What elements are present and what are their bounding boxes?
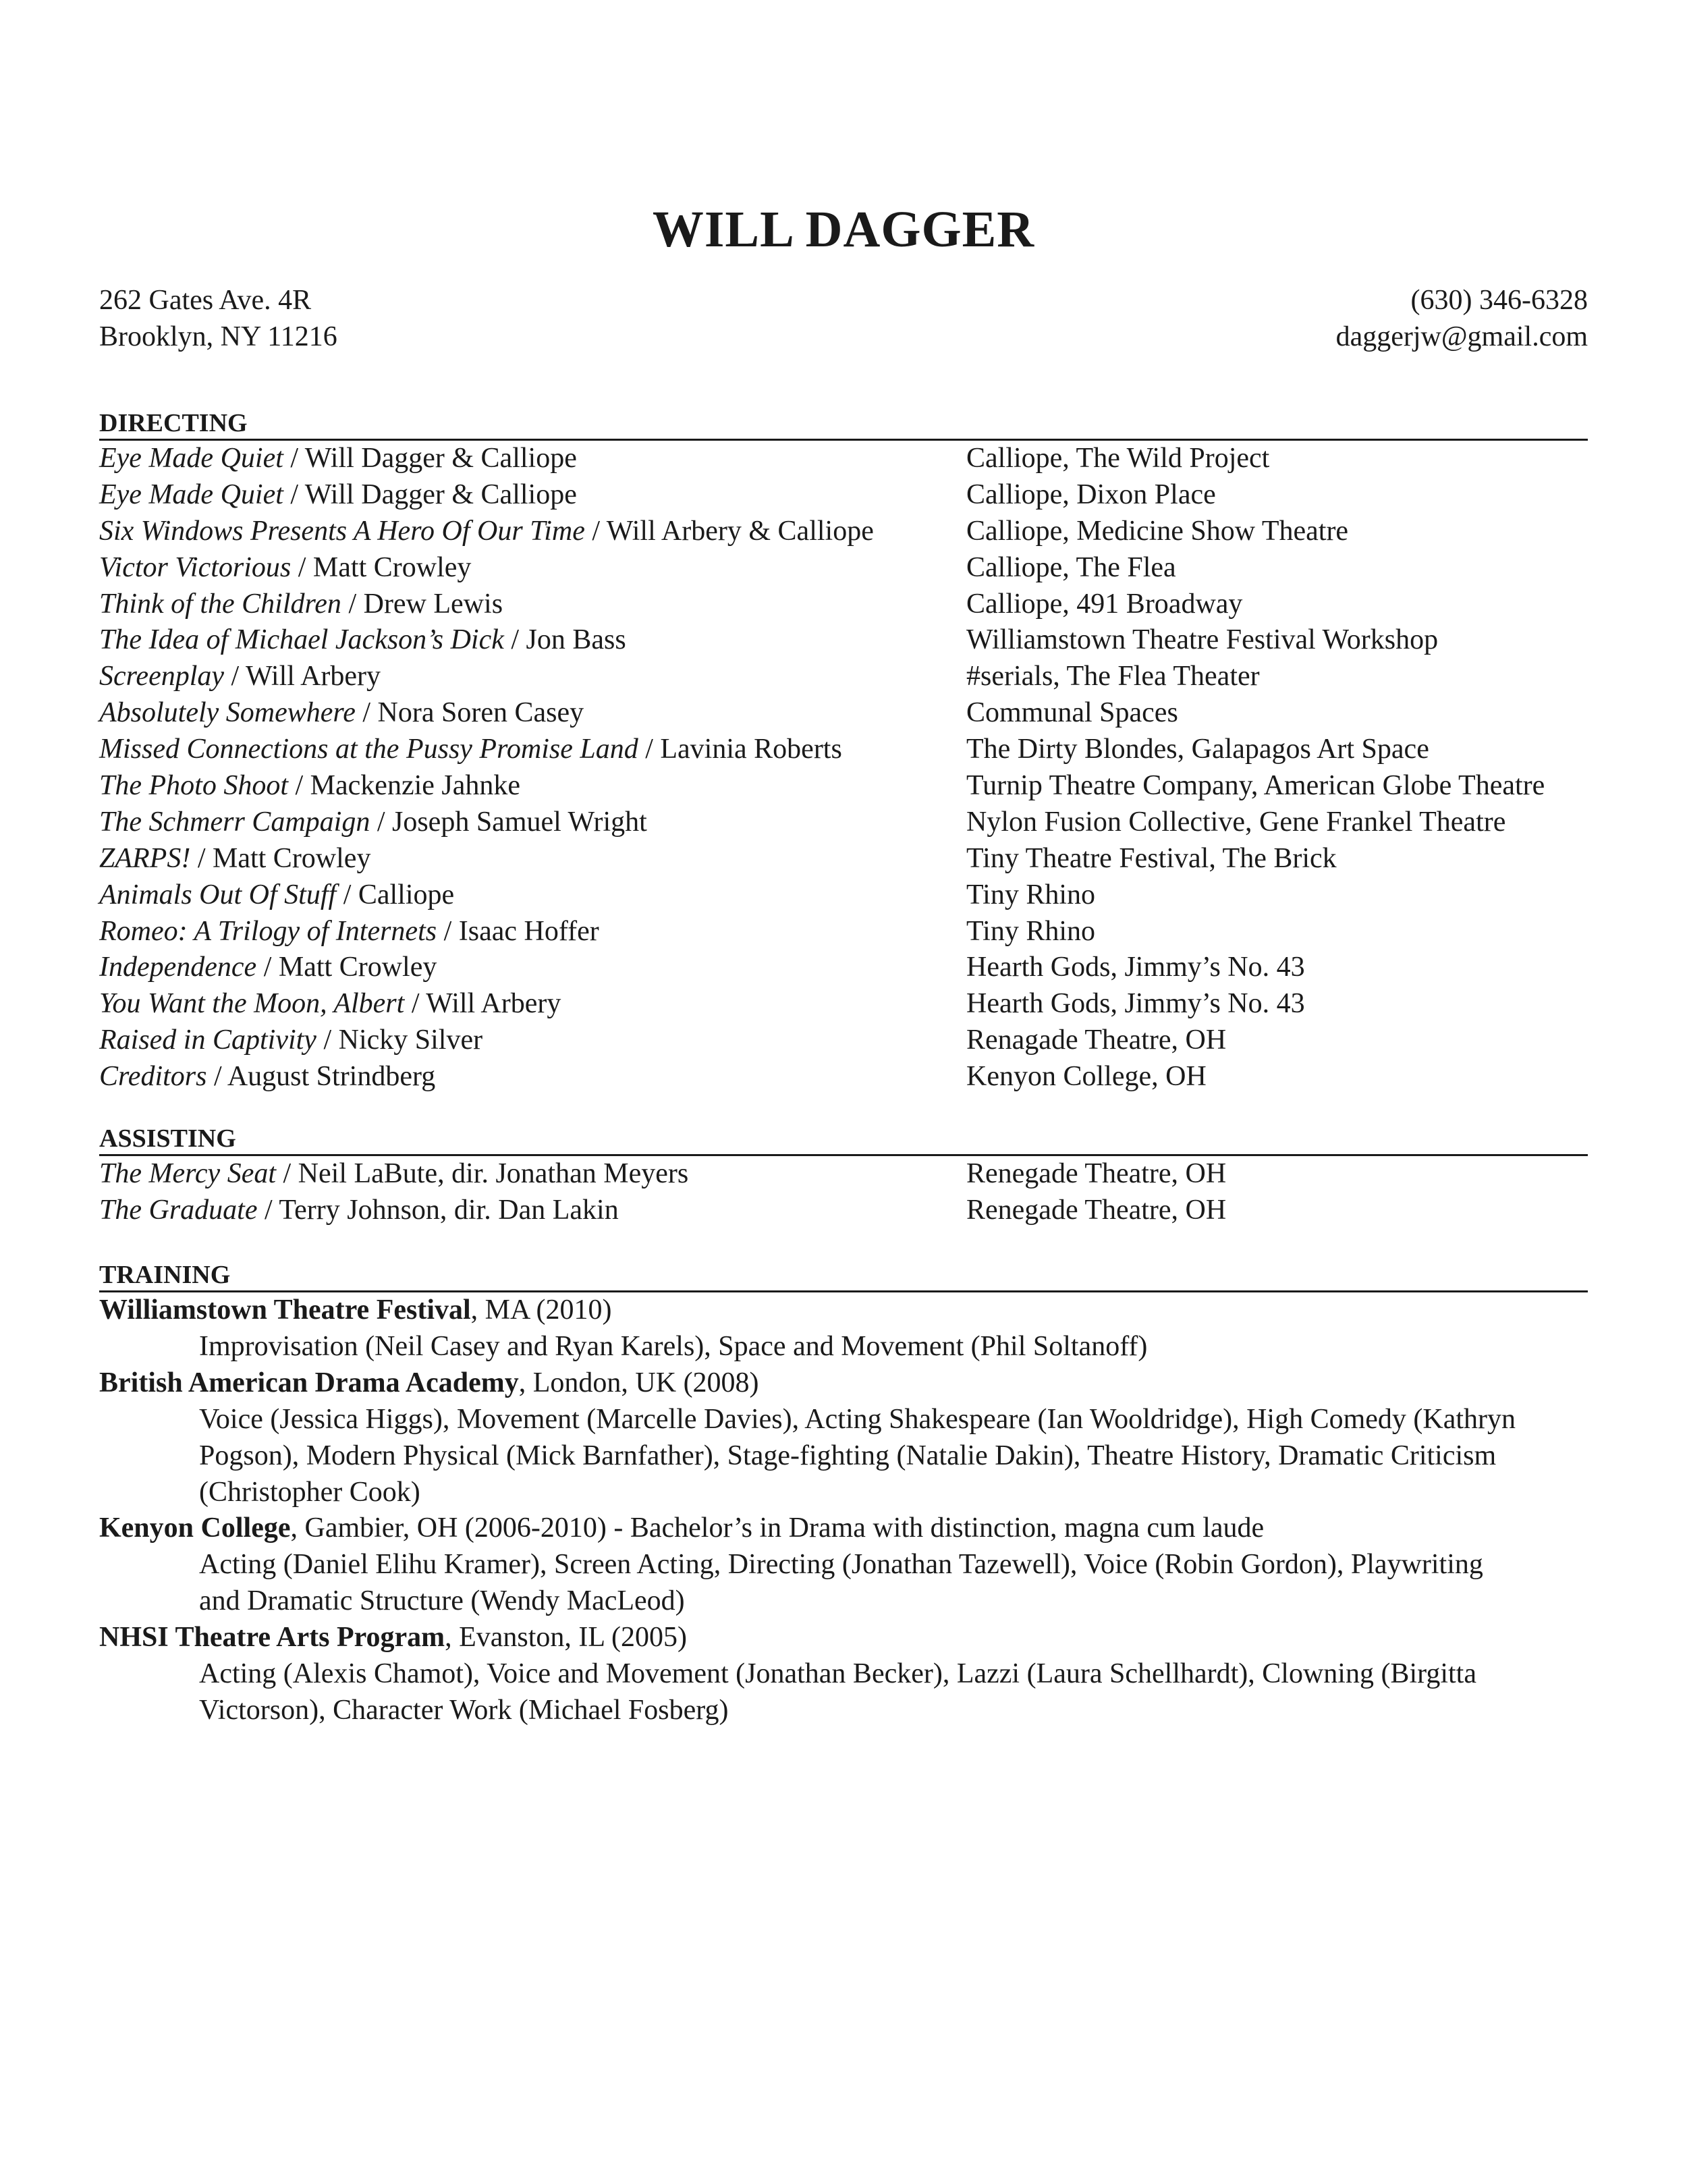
training-detail-line: Voice (Jessica Higgs), Movement (Marcelle Davies), Acting Shakespeare (Ian Wooldridge), High Comedy (Kathryn xyxy=(199,1403,1516,1435)
production-author: / Will Arbery xyxy=(224,661,381,692)
credit-row xyxy=(99,1059,1588,1095)
production-title: The Mercy Seat xyxy=(99,1158,277,1189)
production-credit xyxy=(99,1193,619,1229)
training-detail-line: and Dramatic Structure (Wendy MacLeod) xyxy=(199,1585,685,1617)
production-author: / Will Dagger & Calliope xyxy=(283,443,577,474)
production-author: / Lavinia Roberts xyxy=(638,734,842,765)
address-block xyxy=(99,282,337,355)
training-info: , Gambier, OH (2006-2010) - Bachelor’s in Drama with distinction, magna cum laude xyxy=(290,1512,1265,1544)
training-info: , Evanston, IL (2005) xyxy=(445,1622,687,1654)
production-title: Eye Made Quiet xyxy=(99,443,283,474)
training-info: , London, UK (2008) xyxy=(518,1367,759,1398)
production-venue: Renagade Theatre, OH xyxy=(966,1025,1227,1056)
production-credit xyxy=(99,1156,688,1193)
production-author: / Will Arbery xyxy=(404,988,561,1020)
production-credit xyxy=(99,477,577,514)
assisting-list xyxy=(99,1156,1588,1229)
credit-row xyxy=(99,877,1588,914)
production-title: Animals Out Of Stuff xyxy=(99,879,337,910)
production-title: The Graduate xyxy=(99,1194,258,1226)
credit-row xyxy=(99,1193,1588,1229)
production-credit xyxy=(99,550,471,586)
phone-email-block xyxy=(1336,282,1588,355)
production-author: / Matt Crowley xyxy=(291,551,472,583)
production-venue: Tiny Rhino xyxy=(966,915,1096,947)
production-author: / Isaac Hoffer xyxy=(437,915,599,947)
production-credit xyxy=(99,768,520,804)
credit-row xyxy=(99,622,1588,659)
production-venue: Hearth Gods, Jimmy’s No. 43 xyxy=(966,952,1305,983)
training-entry xyxy=(99,1292,1588,1365)
production-credit xyxy=(99,514,874,550)
training-school: British American Drama Academy xyxy=(99,1367,519,1398)
production-title: The Idea of Michael Jackson’s Dick xyxy=(99,624,504,656)
credit-row xyxy=(99,477,1588,514)
production-author: / August Strindberg xyxy=(206,1061,436,1093)
credit-row xyxy=(99,986,1588,1022)
production-credit xyxy=(99,659,381,695)
production-author: / Drew Lewis xyxy=(341,588,503,620)
production-title: Screenplay xyxy=(99,661,225,692)
production-venue: Nylon Fusion Collective, Gene Frankel Theatre xyxy=(966,806,1506,838)
production-venue: Turnip Theatre Company, American Globe Theatre xyxy=(966,770,1545,802)
production-venue: The Dirty Blondes, Galapagos Art Space xyxy=(966,734,1429,765)
production-credit xyxy=(99,804,647,841)
production-author: / Terry Johnson, dir. Dan Lakin xyxy=(257,1194,619,1226)
production-credit xyxy=(99,1022,482,1059)
production-credit xyxy=(99,1059,435,1095)
production-venue: Renegade Theatre, OH xyxy=(966,1158,1227,1189)
production-title: ZARPS! xyxy=(99,842,191,874)
credit-row xyxy=(99,586,1588,623)
section-title-directing: DIRECTING xyxy=(99,408,1588,441)
production-credit xyxy=(99,841,370,877)
credit-row xyxy=(99,804,1588,841)
phone-number: (630) 346-6328 xyxy=(1410,285,1588,316)
production-title: You Want the Moon, Albert xyxy=(99,988,405,1020)
production-author: / Will Dagger & Calliope xyxy=(283,479,577,510)
section-title-assisting: ASSISTING xyxy=(99,1123,1588,1156)
production-credit xyxy=(99,695,584,732)
production-author: / Mackenzie Jahnke xyxy=(288,770,521,802)
address-line-1: 262 Gates Ave. 4R xyxy=(99,285,312,316)
training-section xyxy=(99,1259,1588,1729)
credit-row xyxy=(99,514,1588,550)
training-heading xyxy=(99,1292,1588,1329)
training-school: Williamstown Theatre Festival xyxy=(99,1294,471,1326)
production-title: Creditors xyxy=(99,1061,207,1093)
assisting-section xyxy=(99,1123,1588,1229)
production-title: Absolutely Somewhere xyxy=(99,697,356,729)
training-detail-line: (Christopher Cook) xyxy=(199,1476,420,1508)
training-detail-line: Improvisation (Neil Casey and Ryan Karels), Space and Movement (Phil Soltanoff) xyxy=(199,1330,1148,1362)
production-credit xyxy=(99,441,577,477)
training-school: NHSI Theatre Arts Program xyxy=(99,1622,445,1654)
training-school: Kenyon College xyxy=(99,1512,291,1544)
production-author: / Nicky Silver xyxy=(316,1025,483,1056)
training-detail-line: Acting (Daniel Elihu Kramer), Screen Acting, Directing (Jonathan Tazewell), Voice (Robin Gordon), Playwriting xyxy=(199,1549,1483,1581)
production-venue: Tiny Theatre Festival, The Brick xyxy=(966,842,1337,874)
production-credit xyxy=(99,586,503,623)
training-entry xyxy=(99,1365,1588,1511)
training-detail-line: Acting (Alexis Chamot), Voice and Movement (Jonathan Becker), Lazzi (Laura Schellhardt), Clowning (Birgitta xyxy=(199,1658,1476,1690)
production-venue: Communal Spaces xyxy=(966,697,1178,729)
production-author: / Matt Crowley xyxy=(190,842,371,874)
production-venue: Tiny Rhino xyxy=(966,879,1096,910)
production-title: Raised in Captivity xyxy=(99,1025,316,1056)
production-title: Victor Victorious xyxy=(99,551,292,583)
credit-row xyxy=(99,659,1588,695)
production-venue: #serials, The Flea Theater xyxy=(966,661,1260,692)
production-credit xyxy=(99,732,842,768)
credit-row xyxy=(99,841,1588,877)
production-title: Six Windows Presents A Hero Of Our Time xyxy=(99,515,585,547)
section-title-training: TRAINING xyxy=(99,1259,1588,1292)
production-author: / Neil LaBute, dir. Jonathan Meyers xyxy=(276,1158,689,1189)
production-title: The Photo Shoot xyxy=(99,770,288,802)
credit-row xyxy=(99,550,1588,586)
training-heading xyxy=(99,1620,1588,1656)
production-venue: Renegade Theatre, OH xyxy=(966,1194,1227,1226)
production-venue: Calliope, Dixon Place xyxy=(966,479,1216,510)
credit-row xyxy=(99,950,1588,986)
production-author: / Will Arbery & Calliope xyxy=(584,515,874,547)
production-credit xyxy=(99,950,437,986)
credit-row xyxy=(99,732,1588,768)
production-venue: Williamstown Theatre Festival Workshop xyxy=(966,624,1439,656)
production-title: Independence xyxy=(99,952,257,983)
production-venue: Calliope, Medicine Show Theatre xyxy=(966,515,1349,547)
production-venue: Calliope, The Wild Project xyxy=(966,443,1270,474)
production-title: Missed Connections at the Pussy Promise Land xyxy=(99,734,638,765)
training-list xyxy=(99,1292,1588,1729)
production-credit xyxy=(99,986,561,1022)
production-venue: Kenyon College, OH xyxy=(966,1061,1207,1093)
production-author: / Matt Crowley xyxy=(256,952,437,983)
credit-row xyxy=(99,1156,1588,1193)
production-credit xyxy=(99,914,599,950)
production-venue: Hearth Gods, Jimmy’s No. 43 xyxy=(966,988,1305,1020)
address-line-2: Brooklyn, NY 11216 xyxy=(99,321,337,352)
production-author: / Joseph Samuel Wright xyxy=(370,806,647,838)
production-author: / Nora Soren Casey xyxy=(355,697,584,729)
credit-row xyxy=(99,441,1588,477)
directing-section xyxy=(99,408,1588,1095)
production-title: Think of the Children xyxy=(99,588,341,620)
production-credit xyxy=(99,622,626,659)
training-entry xyxy=(99,1510,1588,1620)
directing-list xyxy=(99,441,1588,1095)
training-heading xyxy=(99,1510,1588,1547)
credit-row xyxy=(99,695,1588,732)
resume-name: WILL DAGGER xyxy=(652,201,1035,258)
production-venue: Calliope, 491 Broadway xyxy=(966,588,1243,620)
credit-row xyxy=(99,1022,1588,1059)
production-title: Eye Made Quiet xyxy=(99,479,283,510)
training-heading xyxy=(99,1365,1588,1402)
production-credit xyxy=(99,877,454,914)
training-entry xyxy=(99,1620,1588,1729)
training-info: , MA (2010) xyxy=(470,1294,612,1326)
credit-row xyxy=(99,914,1588,950)
production-title: Romeo: A Trilogy of Internets xyxy=(99,915,437,947)
production-title: The Schmerr Campaign xyxy=(99,806,370,838)
credit-row xyxy=(99,768,1588,804)
email-address: daggerjw@gmail.com xyxy=(1335,321,1588,352)
production-venue: Calliope, The Flea xyxy=(966,551,1176,583)
training-detail-line: Victorson), Character Work (Michael Fosberg) xyxy=(199,1694,729,1726)
production-author: / Jon Bass xyxy=(503,624,626,656)
production-author: / Calliope xyxy=(336,879,455,910)
training-detail-line: Pogson), Modern Physical (Mick Barnfather), Stage-fighting (Natalie Dakin), Theatre History, Dramatic Criticism xyxy=(199,1440,1497,1471)
